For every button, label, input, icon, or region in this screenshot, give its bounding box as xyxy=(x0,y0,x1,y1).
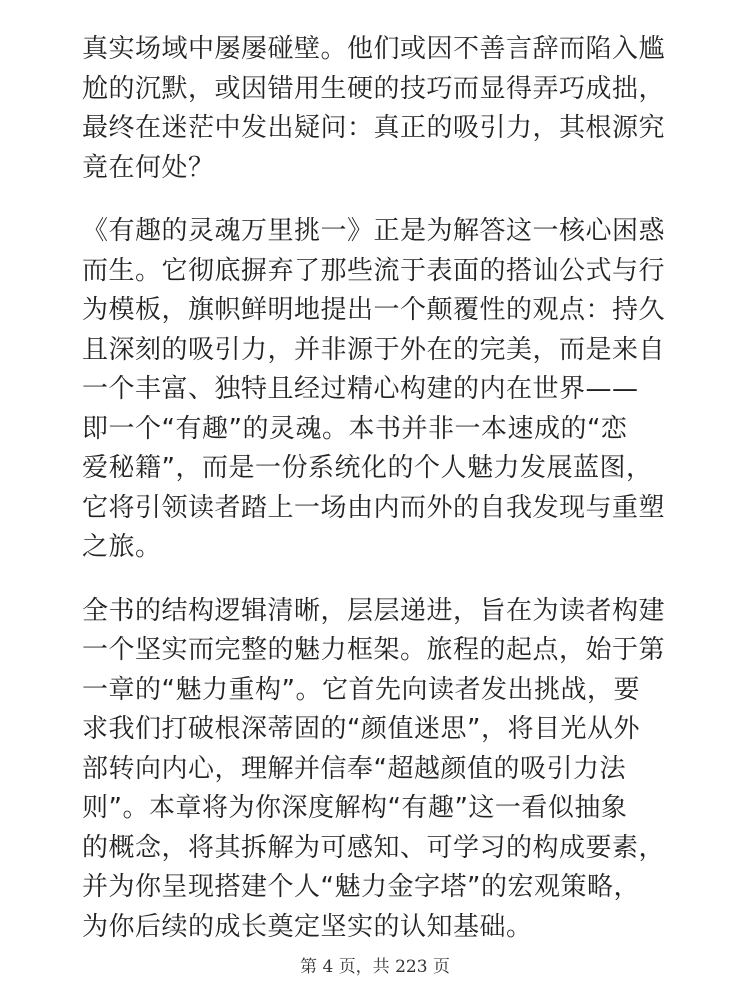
page-number: 4 xyxy=(322,957,334,977)
paragraph-2: 《有趣的灵魂万里挑一》正是为解答这一核心困惑 而生。它彻底摒弃了那些流于表面的搭讪公式与行 为模板，旗帜鲜明地提出一个颠覆性的观点：持久 且深刻的吸引力，并非源于外在的完美，而是来自 一个丰富、独特且经过精心构建的内在世界—— 即一个“有趣”的灵魂。本书并非一本速成的“恋 爱秘籍”，而是一份系统化的个人魅力发展蓝图， 它将引领读者踏上一场由内而外的自我发现与重塑 之旅。 xyxy=(82,216,666,562)
page-footer xyxy=(0,952,750,977)
page-footer-suffix: 页 xyxy=(432,957,450,977)
page-footer-prefix: 第 xyxy=(300,957,318,977)
paragraph-3: 全书的结构逻辑清晰，层层递进，旨在为读者构建 一个坚实而完整的魅力框架。旅程的起点，始于第 一章的“魅力重构”。它首先向读者发出挑战，要 求我们打破根深蒂固的“颜值迷思”，将目光从外 部转向内心，理解并信奉“超越颜值的吸引力法 则”。本章将为你深度解构“有趣”这一看似抽象 的概念，将其拆解为可感知、可学习的构成要素， 并为你呈现搭建个人“魅力金字塔”的宏观策略， 为你后续的成长奠定坚实的认知基础。 xyxy=(82,595,666,942)
page-footer-mid: 页，共 xyxy=(338,957,390,977)
total-pages: 223 xyxy=(395,957,428,977)
paragraph-1: 真实场域中屡屡碰壁。他们或因不善言辞而陷入尴 尬的沉默，或因错用生硬的技巧而显得弄巧成拙， 最终在迷茫中发出疑问：真正的吸引力，其根源究 竟在何处？ xyxy=(82,34,666,183)
